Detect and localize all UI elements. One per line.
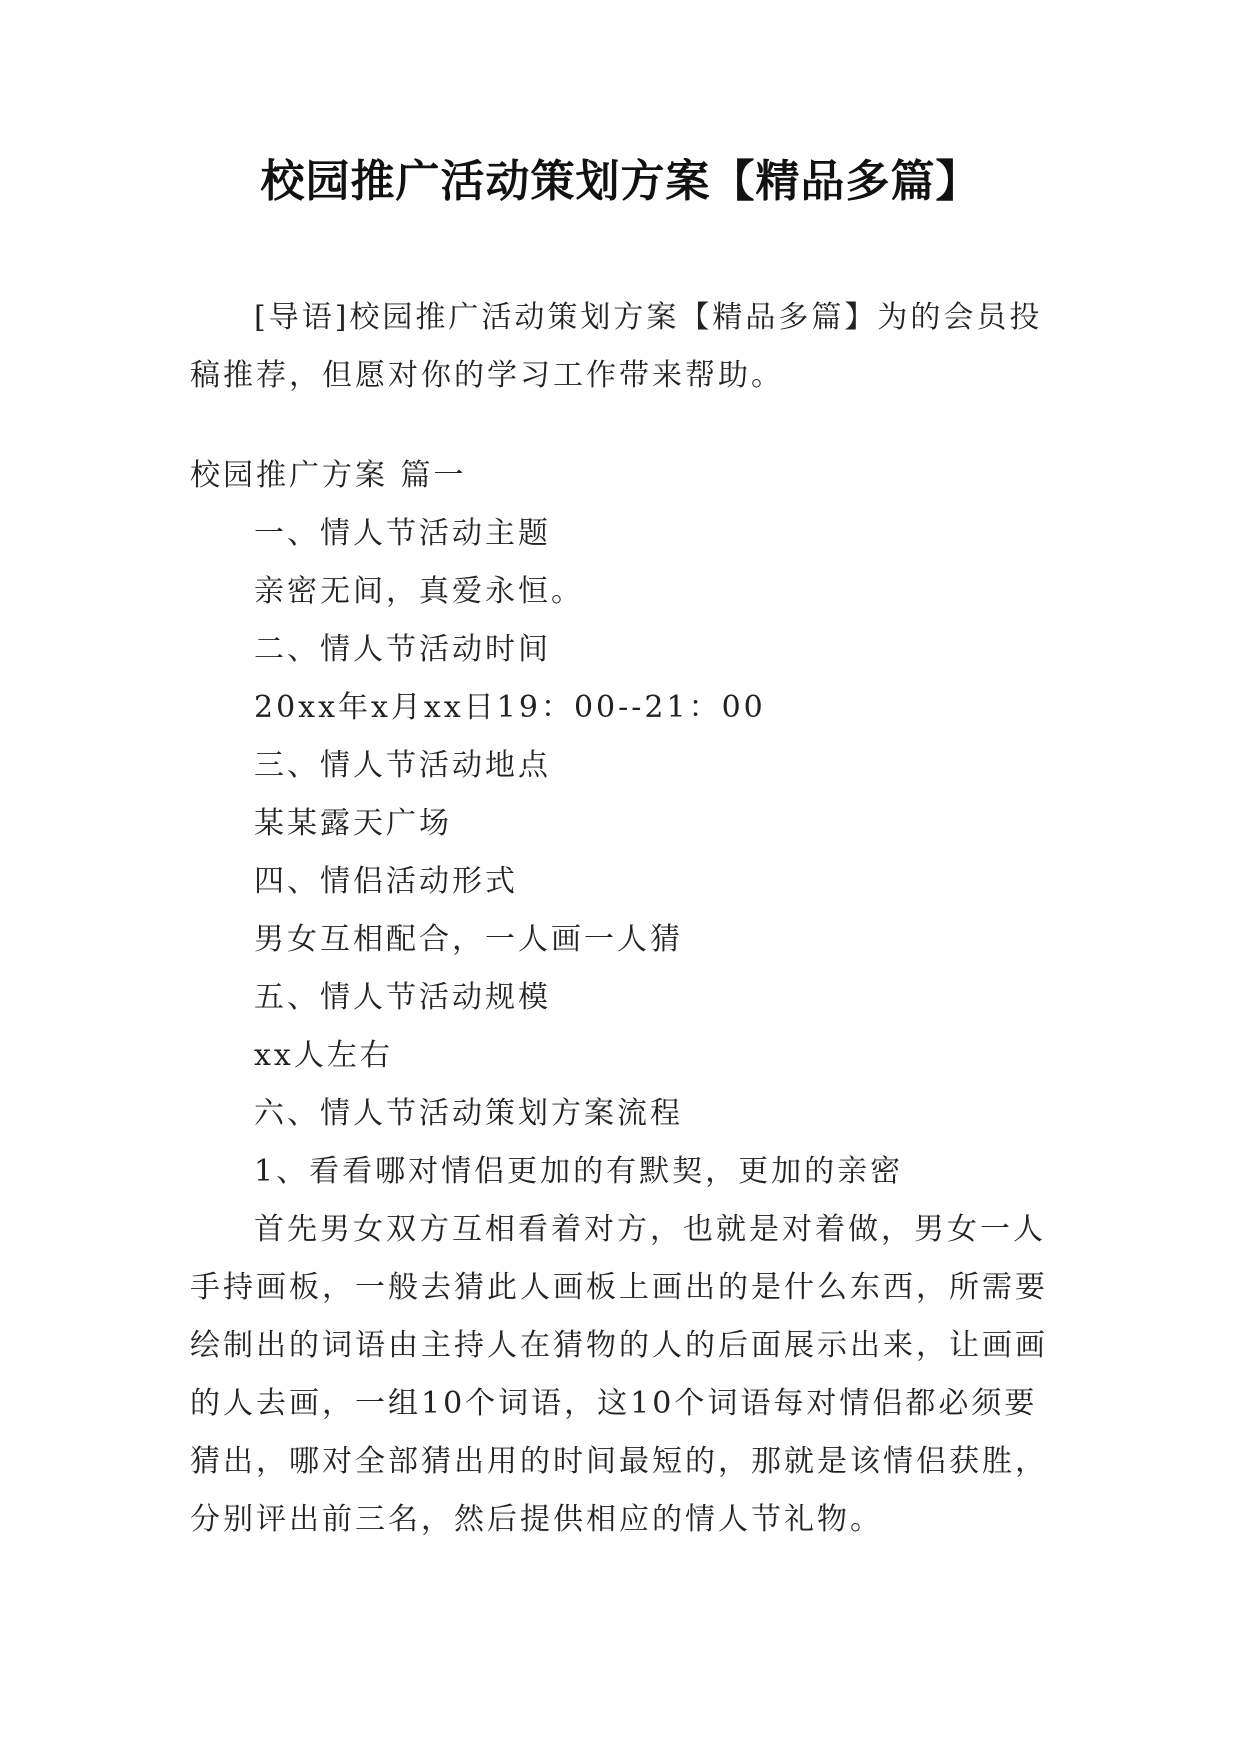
scale-text: xx人左右 bbox=[254, 1038, 393, 1073]
intro-paragraph: [导语]校园推广活动策划方案【精品多篇】为的会员投稿推荐，但愿对你的学习工作带来帮助。 bbox=[190, 300, 1043, 393]
time-text: 20xx年x月xx日19：00--21：00 bbox=[254, 690, 766, 725]
section-heading: 校园推广方案 篇一 bbox=[190, 458, 467, 493]
format-text: 男女互相配合，一人画一人猜 bbox=[254, 922, 683, 957]
process-description-paragraph: 首先男女双方互相看着对方，也就是对着做，男女一人手持画板，一般去猜此人画板上画出的是什么东西，所需要绘制出的词语由主持人在猜物的人的后面展示出来，让画画的人去画，一组10个词语，这10个词语每对情侣都必须要猜出，哪对全部猜出用的时间最短的，那就是该情侣获胜，分别评出前三名，然后提供相应的情人节礼物。 bbox=[190, 1212, 1048, 1537]
heading-process: 六、情人节活动策划方案流程 bbox=[254, 1096, 683, 1131]
location-text: 某某露天广场 bbox=[254, 806, 452, 841]
heading-location: 三、情人节活动地点 bbox=[254, 748, 551, 783]
paragraph-spacer bbox=[190, 405, 1060, 447]
process-step-1: 1、看看哪对情侣更加的有默契，更加的亲密 bbox=[254, 1154, 904, 1189]
document-title: 校园推广活动策划方案【精品多篇】 bbox=[260, 156, 981, 207]
heading-scale: 五、情人节活动规模 bbox=[254, 980, 551, 1015]
heading-time: 二、情人节活动时间 bbox=[254, 632, 551, 667]
theme-text: 亲密无间，真爱永恒。 bbox=[254, 574, 584, 609]
heading-format: 四、情侣活动形式 bbox=[254, 864, 518, 899]
heading-theme: 一、情人节活动主题 bbox=[254, 516, 551, 551]
document-body bbox=[190, 289, 1060, 1549]
